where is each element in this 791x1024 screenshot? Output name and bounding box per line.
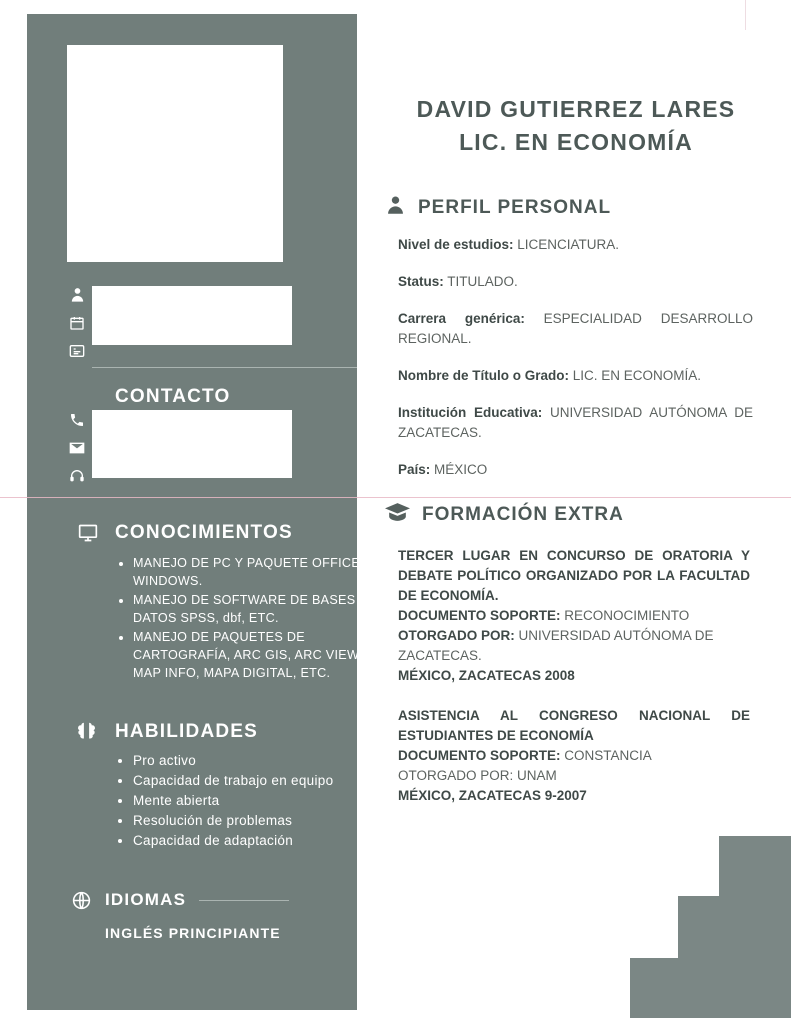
perfil-entry-label: Nivel de estudios: [398,237,514,252]
perfil-entry [398,460,753,480]
formacion-title [398,546,750,606]
habilidades-list [115,751,383,851]
perfil-entry-value: TITULADO. [447,274,518,289]
formacion-otorgado [398,766,750,786]
formacion-doc [398,606,750,626]
formacion-otorgado [398,626,750,666]
formacion-place [398,666,750,686]
formacion-place-text: MÉXICO, ZACATECAS 2008 [398,668,575,683]
list-item: • Resolución de problemas [133,811,383,830]
personal-info-redacted [92,286,292,345]
perfil-entry-value: MÉXICO [434,462,488,477]
formacion-otorgado-value: UNAM [517,768,557,783]
formacion-title-text: TERCER LUGAR EN CONCURSO DE ORATORIA Y DEBATE POLÍTICO ORGANIZADO POR LA FACULTAD DE ECONOMÍA. [398,548,750,603]
headset-icon [69,468,85,484]
monitor-icon [77,523,99,548]
formacion-doc-value: RECONOCIMIENTO [564,608,690,623]
perfil-entry-label: Nombre de Título o Grado: [398,368,569,383]
decor-step-1 [719,836,791,896]
list-item: • Capacidad de trabajo en equipo [133,771,383,790]
formacion-doc [398,746,750,766]
formacion-place-text: MÉXICO, ZACATECAS 9-2007 [398,788,587,803]
perfil-entry-value: LIC. EN ECONOMÍA. [572,368,702,383]
formacion-doc-label: DOCUMENTO SOPORTE: [398,748,561,763]
calendar-icon [69,315,85,331]
formacion-otorgado-value: UNIVERSIDAD AUTÓNOMA DE ZACATECAS. [398,628,714,663]
formacion-blocks [398,546,750,806]
scan-artifact-horizontal [0,497,791,498]
habilidades-heading: HABILIDADES [115,721,259,742]
decor-step-3 [630,958,791,1018]
formacion-place [398,786,750,806]
list-item: • MANEJO DE PC Y PAQUETE OFFICE, WINDOWS. [133,554,383,590]
perfil-entry-label: País: [398,462,431,477]
idiomas-divider [199,900,289,901]
list-item: • Mente abierta [133,791,383,810]
idiomas-heading: IDIOMAS [105,890,187,909]
perfil-entry-value: LICENCIATURA. [517,237,620,252]
formacion-extra-heading [385,502,780,528]
perfil-entries [398,235,753,480]
brain-icon [75,721,98,747]
sidebar-panel [27,14,378,1010]
formacion-otorgado-label: OTORGADO POR: [398,768,514,783]
globe-icon [71,890,92,916]
formacion-title [398,706,750,746]
perfil-entry-value: UNIVERSIDAD AUTÓNOMA DE ZACATECAS. [398,405,753,440]
page-title [372,93,780,159]
contacto-heading: CONTACTO [115,386,231,407]
candidate-name: DAVID GUTIERREZ LARES [416,96,736,122]
idiomas-value: INGLÉS PRINCIPIANTE [105,925,281,941]
person-badge-icon [385,194,406,221]
perfil-entry-label: Institución Educativa: [398,405,543,420]
formacion-otorgado-label: OTORGADO POR: [398,628,515,643]
person-icon [69,286,86,303]
formacion-block [398,706,750,806]
conocimientos-heading: CONOCIMIENTOS [115,522,293,543]
scan-artifact-vertical [745,0,746,30]
photo-placeholder [67,45,283,262]
email-icon [69,441,85,455]
perfil-personal-heading [385,194,780,221]
main-content [380,0,780,826]
id-card-icon [69,343,85,359]
list-item: • Capacidad de adaptación [133,831,383,850]
perfil-entry-label: Carrera genérica: [398,311,525,326]
perfil-entry-value: ESPECIALIDAD DESARROLLO REGIONAL. [398,311,753,346]
list-item: • Pro activo [133,751,383,770]
list-item: • MANEJO DE PAQUETES DE CARTOGRAFÍA, ARC GIS, ARC VIEW, MAP INFO, MAPA DIGITAL, ETC. [133,628,383,682]
candidate-title: LIC. EN ECONOMÍA [459,129,693,155]
perfil-entry [398,366,753,386]
formacion-title-text: ASISTENCIA AL CONGRESO NACIONAL DE ESTUDIANTES DE ECONOMÍA [398,708,750,743]
perfil-entry [398,309,753,349]
perfil-entry [398,235,753,255]
formacion-doc-value: CONSTANCIA [564,748,652,763]
perfil-entry [398,272,753,292]
perfil-label: PERFIL PERSONAL [418,196,612,218]
perfil-entry-label: Status: [398,274,444,289]
list-item: • MANEJO DE SOFTWARE DE BASES DE DATOS SPSS, dbf, ETC. [133,591,383,627]
contacto-divider [92,367,357,368]
contact-info-redacted [92,410,292,478]
graduation-cap-icon [385,502,410,528]
conocimientos-list [115,554,383,683]
decor-step-2 [678,896,791,958]
contact-icons [65,412,89,484]
phone-icon [69,412,85,428]
perfil-entry [398,403,753,443]
formacion-label: FORMACIÓN EXTRA [422,504,624,525]
formacion-block [398,546,750,686]
personal-info-icons [65,286,89,359]
formacion-doc-label: DOCUMENTO SOPORTE: [398,608,561,623]
